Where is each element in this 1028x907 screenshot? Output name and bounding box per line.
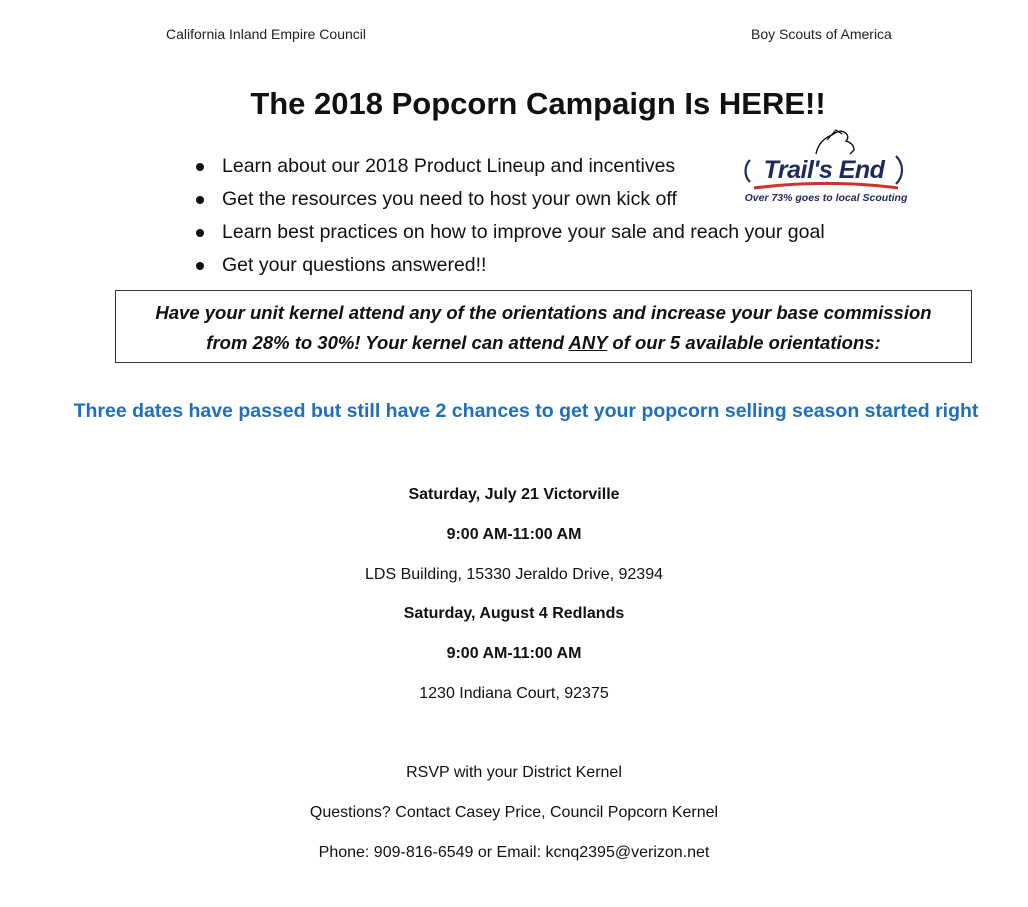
event-location: LDS Building, 15330 Jeraldo Drive, 92394 (365, 566, 663, 583)
event-time: 9:00 AM-11:00 AM (446, 526, 582, 543)
event-date: Saturday, August 4 Redlands (403, 605, 625, 622)
commission-callout (115, 290, 972, 363)
callout-line-2 (116, 328, 971, 358)
event-location: 1230 Indiana Court, 92375 (419, 685, 609, 702)
callout-line-2-end: of our 5 available orientations: (607, 332, 881, 353)
list-item: Get your questions answered!! (192, 249, 825, 282)
benefits-list (192, 150, 825, 282)
event-time: 9:00 AM-11:00 AM (446, 645, 582, 662)
list-item: Get the resources you need to host your own kick off (192, 183, 825, 216)
trails-end-logo-icon (732, 126, 916, 218)
rsvp-note: RSVP with your District Kernel (406, 764, 622, 781)
event-date: Saturday, July 21 Victorville (408, 486, 620, 503)
callout-line-1: Have your unit kernel attend any of the orientations and increase your base commission (155, 302, 932, 323)
scout-figure (816, 131, 854, 154)
page-title: The 2018 Popcorn Campaign Is HERE!! (250, 86, 826, 121)
organization-name: Boy Scouts of America (751, 26, 892, 42)
contact-details: Phone: 909-816-6549 or Email: kcnq2395@verizon.net (318, 844, 710, 861)
contact-person: Questions? Contact Casey Price, Council Popcorn Kernel (309, 804, 719, 821)
callout-emphasis: ANY (568, 332, 608, 353)
callout-line-2-start: from 28% to 30%! Your kernel can attend (206, 332, 569, 353)
list-item: Learn about our 2018 Product Lineup and incentives (192, 150, 825, 183)
logo-wordmark: Trail's End (763, 156, 885, 184)
list-item: Learn best practices on how to improve your sale and reach your goal (192, 216, 825, 249)
dates-notice: Three dates have passed but still have 2 chances to get your popcorn selling season started right (73, 400, 979, 422)
council-name: California Inland Empire Council (166, 26, 366, 42)
logo-tagline: Over 73% goes to local Scouting (744, 192, 908, 204)
